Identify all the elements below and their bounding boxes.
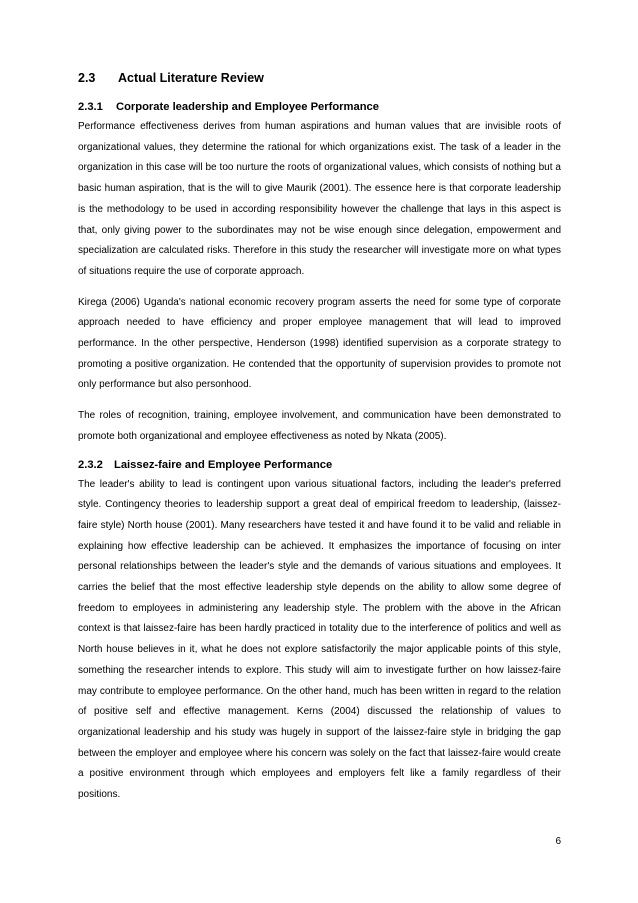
- subsection-number: 2.3.1: [78, 101, 103, 113]
- paragraph: Kirega (2006) Uganda's national economic recovery program asserts the need for some type of corporate approach needed to have efficiency and proper employee management that will lead to improved performance. In the other perspective, Henderson (1998) identified supervision as a corporate strategy to promoting a positive organization. He contended that the opportunity of supervision provides to promote not only performance but also personhood.: [78, 296, 561, 391]
- subsection-title: Laissez-faire and Employee Performance: [114, 458, 333, 471]
- section-number: 2.3: [78, 71, 96, 85]
- paragraph: The leader's ability to lead is contingent upon various situational factors, including the leader's preferred style. Contingency theories to leadership support a great deal of empirical freedom to leadership, (laissez-faire style) North house (2001). Many researchers have tested it and have found it to be valid and reliable in explaining how effective leadership can be achieved. It emphasizes the importance of focusing on inter personal relationships between the leader's style and the demands of various situations and employees. It carries the belief that the most effective leadership style depends on the ability to allow some degree of freedom to employees in administering any leadership style. The problem with the above in the African context is that laissez-faire has been hardly practiced in totality due to the interference of politics and well as North house believes in it, what he does not explore satisfactorily the major applicable points of this style, something the researcher intends to explore. This study will aim to investigate further on how laissez-faire may contribute to employee performance. On the other hand, much has been written in regard to the relation of positive self and effective management. Kerns (2004) discussed the relationship of values to organizational leadership and his study was hugely in support of the laissez-faire style in bridging the gap between the employer and employee where his concern was solely on the fact that laissez-faire would create a positive environment through which employees and employers felt like a family regardless of their positions.: [78, 478, 561, 801]
- section-heading: [78, 70, 561, 86]
- section-title: Actual Literature Review: [118, 71, 264, 85]
- subsection-heading-laissez-faire: [78, 458, 561, 473]
- document-page: [78, 70, 561, 810]
- subsection-number: 2.3.2: [78, 458, 103, 471]
- page-number: 6: [555, 836, 561, 847]
- subsection-heading-corporate: [78, 100, 561, 115]
- subsection-title: Corporate leadership and Employee Performance: [116, 101, 379, 113]
- paragraph: Performance effectiveness derives from human aspirations and human values that are invisible roots of organizational values, they determine the rational for which organizations exist. The task of a leader in the organization in this case will be too nurture the roots of organizational values, which consists of nothing but a basic human aspiration, that is the will to give Maurik (2001). The essence here is that corporate leadership is the methodology to be used in according responsibility however the challenge that lays in this aspect is that, only giving power to the subordinates may not be wise enough since delegation, empowerment and specialization are calculated risks. Therefore in this study the researcher will investigate more on what types of situations require the use of corporate approach.: [78, 121, 561, 277]
- paragraph: The roles of recognition, training, employee involvement, and communication have been demonstrated to promote both organizational and employee effectiveness as noted by Nkata (2005).: [78, 410, 561, 442]
